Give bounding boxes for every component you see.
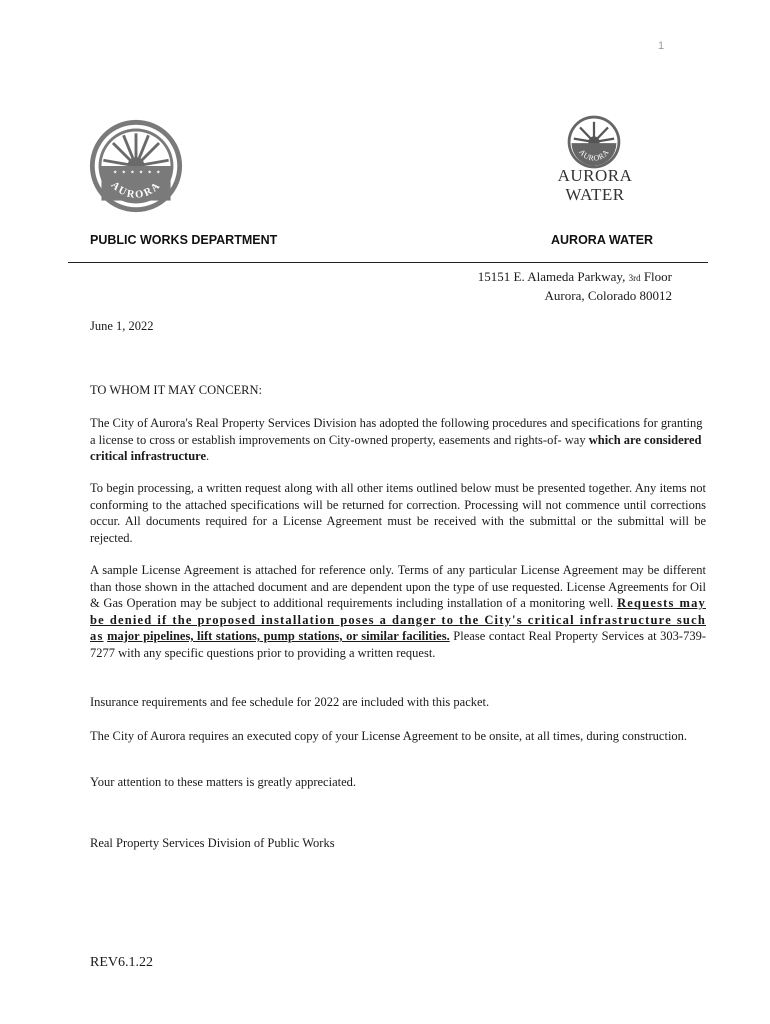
letter-date: June 1, 2022 xyxy=(90,319,154,333)
svg-text:★: ★ xyxy=(147,170,152,176)
paragraph-3-warning: Requests may be denied if the proposed installation poses a danger to the City's critical infrastructure such as xyxy=(90,596,706,643)
water-seal-text: AURORA xyxy=(577,147,611,163)
svg-text:★: ★ xyxy=(130,170,135,176)
address-city-line: Aurora, Colorado 80012 xyxy=(544,288,672,303)
wordmark-line-1: AURORA xyxy=(557,166,633,185)
aurora-water-wordmark xyxy=(552,166,638,204)
aurora-water-heading: AURORA WATER xyxy=(551,233,654,247)
wordmark-line-2: WATER xyxy=(565,185,625,204)
address-floor-word: Floor xyxy=(643,269,672,284)
svg-text:★: ★ xyxy=(112,170,118,176)
paragraph-3-facilities: major pipelines, lift stations, pump stations, or similar facilities. xyxy=(107,629,450,643)
city-seal-logo xyxy=(88,118,184,214)
svg-text:★: ★ xyxy=(156,170,161,176)
paragraph-3 xyxy=(90,562,706,661)
signature-line: Real Property Services Division of Public Works xyxy=(90,836,335,850)
address-street-line xyxy=(478,268,672,287)
address-floor-ordinal: 3rd xyxy=(628,273,641,283)
aurora-water-seal-logo xyxy=(566,114,622,170)
paragraph-1-bold: which are considered critical infrastructure xyxy=(90,432,702,463)
city-seal-text: AURORA xyxy=(108,179,164,201)
paragraph-1 xyxy=(90,415,706,465)
paragraph-6: Your attention to these matters is greatly appreciated. xyxy=(90,775,357,789)
salutation: TO WHOM IT MAY CONCERN: xyxy=(90,383,263,397)
svg-text:★: ★ xyxy=(121,170,126,176)
paragraph-2: To begin processing, a written request along with all other items outlined below must be presented together. Any items not conforming to the attached specifications will be returned for correction. Processing will not commence until corrections occur. All documents required for a License Agreement must be received with the submittal or the submittal will be rejected. xyxy=(90,481,706,545)
paragraph-1-end: . xyxy=(206,449,210,463)
page-number: 1 xyxy=(658,40,665,52)
paragraph-1-text: The City of Aurora's Real Property Services Division has adopted the following procedures and specifications for granting a license to cross or establish improvements on City-owned property, easements and rights-of- way xyxy=(90,416,703,447)
public-works-heading: PUBLIC WORKS DEPARTMENT xyxy=(90,233,278,247)
paragraph-5: The City of Aurora requires an executed copy of your License Agreement to be onsite, at all times, during construction. xyxy=(90,729,688,743)
header-divider xyxy=(68,262,708,263)
address-street: 15151 E. Alameda Parkway, xyxy=(477,269,629,284)
paragraph-3-text: A sample License Agreement is attached for reference only. Terms of any particular License Agreement may be different than those shown in the attached document and are dependent upon the type of use requested. License Agreements for Oil & Gas Operation may be subject to additional requirements including installation of a monitoring well. xyxy=(90,563,706,610)
paragraph-4: Insurance requirements and fee schedule for 2022 are included with this packet. xyxy=(90,695,490,709)
svg-text:★: ★ xyxy=(138,170,144,176)
address-block xyxy=(478,268,672,305)
paragraph-3-contact: Please contact Real Property Services at 303-739-7277 with any specific questions prior to providing a written request. xyxy=(90,629,707,660)
revision-code: REV6.1.22 xyxy=(90,955,153,970)
